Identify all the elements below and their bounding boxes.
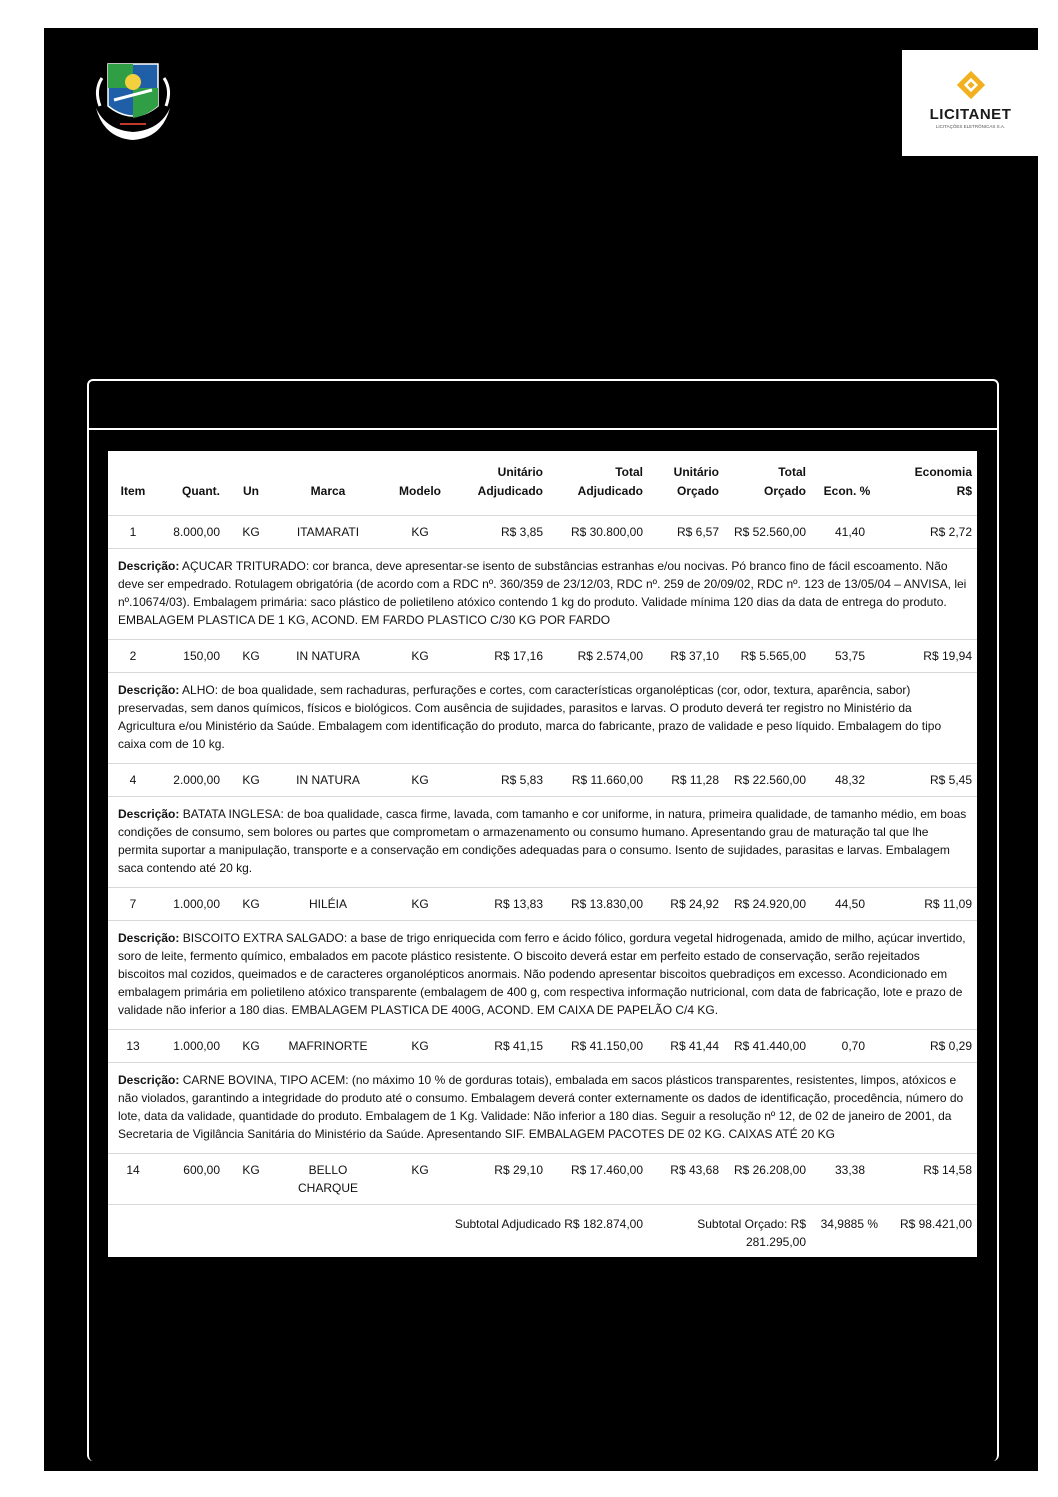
cell-un: KG [225,516,277,549]
results-table [108,451,977,1257]
cell-modelo: KG [379,640,461,673]
licitanet-logo [902,50,1039,156]
cell-total-orc: R$ 41.440,00 [724,1030,811,1063]
cell-econ: 48,32 [811,764,883,797]
cell-un: KG [225,640,277,673]
cell-econ: 53,75 [811,640,883,673]
cell-unit-orc: R$ 11,28 [648,764,724,797]
cell-econ: 33,38 [811,1154,883,1205]
cell-item: 1 [108,516,158,549]
description-row [108,549,977,640]
col-total-orc: Total Orçado [763,465,806,498]
cell-econ: 44,50 [811,888,883,921]
cell-economia: R$ 19,94 [883,640,977,673]
logo-name: LICITANET [929,106,1012,123]
description-text: BATATA INGLESA: de boa qualidade, casca firme, lavada, com tamanho e cor uniforme, in natura, primeira qualidade, de tamanho médio, em boas condições de consumo, sem bolores ou partes que comprometam o armazenamento ou consumo humano. Apresentando grau de maturação tal que lhe permita suportar a manipulação, transporte e a conservação em condições adequadas para o consumo. Isento de sujidades, parasitas e larvas. Embalagem saca contendo até 20 kg. [118,807,967,875]
cell-item: 14 [108,1154,158,1205]
col-total-adj: Total Adjudicado [577,465,643,498]
cell-unit-orc: R$ 41,44 [648,1030,724,1063]
cell-item: 4 [108,764,158,797]
cell-total-adj: R$ 13.830,00 [548,888,648,921]
cell-marca: HILÉIA [277,888,379,921]
cell-modelo: KG [379,1030,461,1063]
cell-total-orc: R$ 52.560,00 [724,516,811,549]
cell-modelo: KG [379,516,461,549]
description-text: AÇUCAR TRITURADO: cor branca, deve apresentar-se isento de substâncias estranhas e/ou nocivas. Pó branco fino de fácil escoamento. Não deve ser empedrado. Rotulagem obrigatória (de acordo com a RDC nº. 360/359 de 23/12/03, RDC nº. 259 de 20/09/02, RDC nº. 123 de 13/05/04 – ANVISA, lei nº.10674/03). Embalagem primária: saco plástico de polietileno atóxico contendo 1 kg do produto. Validade mínima 120 dias da data de entrega do produto. EMBALAGEM PLASTICA DE 1 KG, ACOND. EM FARDO PLASTICO C/30 KG POR FARDO [118,559,967,627]
description-label: Descrição: [118,683,180,697]
cell-un: KG [225,888,277,921]
cell-item: 13 [108,1030,158,1063]
col-marca: Marca [310,484,346,498]
table-row [108,888,977,921]
cell-total-orc: R$ 5.565,00 [724,640,811,673]
table-row [108,764,977,797]
cell-modelo: KG [379,764,461,797]
cell-total-adj: R$ 30.800,00 [548,516,648,549]
cell-econ: 41,40 [811,516,883,549]
cell-unit-adj: R$ 5,83 [461,764,548,797]
cell-modelo: KG [379,888,461,921]
municipal-crest-icon [90,60,176,146]
cell-economia: R$ 11,09 [883,888,977,921]
document-page [44,28,1038,1471]
description-label: Descrição: [118,807,180,821]
cell-marca: ITAMARATI [277,516,379,549]
licitanet-diamond-icon [956,70,986,100]
cell-econ: 0,70 [811,1030,883,1063]
cell-unit-adj: R$ 29,10 [461,1154,548,1205]
description-cell [108,549,977,640]
cell-total-orc: R$ 22.560,00 [724,764,811,797]
description-cell [108,797,977,888]
cell-total-adj: R$ 17.460,00 [548,1154,648,1205]
cell-total-adj: R$ 2.574,00 [548,640,648,673]
description-label: Descrição: [118,1073,180,1087]
cell-economia: R$ 14,58 [883,1154,977,1205]
cell-quant: 1.000,00 [158,888,225,921]
table-header-row [108,451,977,516]
cell-unit-adj: R$ 3,85 [461,516,548,549]
cell-quant: 2.000,00 [158,764,225,797]
cell-un: KG [225,764,277,797]
cell-quant: 600,00 [158,1154,225,1205]
col-unit-orc: Unitário Orçado [673,465,719,498]
description-label: Descrição: [118,931,180,945]
cell-item: 2 [108,640,158,673]
table-row [108,1154,977,1205]
cell-unit-adj: R$ 17,16 [461,640,548,673]
cell-economia: R$ 2,72 [883,516,977,549]
cell-total-orc: R$ 26.208,00 [724,1154,811,1205]
col-quant: Quant. [182,484,220,498]
description-cell [108,921,977,1030]
subtotal-economia: R$ 98.421,00 [883,1205,977,1258]
cell-economia: R$ 0,29 [883,1030,977,1063]
description-cell [108,673,977,764]
table-row [108,640,977,673]
description-text: ALHO: de boa qualidade, sem rachaduras, perfurações e cortes, com características organolépticas (cor, odor, textura, aparência, sabor) preservadas, sem danos químicos, físicos e biológicos. Com ausência de sujidades, parasitos e larvas. O produto deverá ter registro no Ministério da Agricultura e/ou Ministério da Saúde. Embalagem com identificação do produto, marca do fabricante, prazo de validade e peso líquido. Embalagem do tipo caixa com de 10 kg. [118,683,942,751]
col-item: Item [120,484,146,498]
description-text: CARNE BOVINA, TIPO ACEM: (no máximo 10 % de gorduras totais), embalada em sacos plásticos transparentes, resistentes, limpos, atóxicos e não violados, garantindo a integridade do produto até o consumo. Embalagem deverá conter externamente os dados de identificação, procedência, número do lote, data da validade, quantidade do produto. Embalagem de 1 Kg. Validade: Não inferior a 180 dias. Seguir a resolução nº 12, de 02 de janeiro de 2001, da Secretaria de Vigilância Sanitária do Ministério da Saúde. Apresentando SIF. EMBALAGEM PACOTES DE 02 KG. CAIXAS ATÉ 20 KG [118,1073,964,1141]
cell-unit-orc: R$ 37,10 [648,640,724,673]
description-row [108,921,977,1030]
col-economia: Economia R$ [914,465,972,498]
cell-unit-orc: R$ 43,68 [648,1154,724,1205]
cell-modelo: KG [379,1154,461,1205]
subtotal-orcado: Subtotal Orçado: R$ 281.295,00 [648,1205,811,1258]
logo-tagline: LICITAÇÕES ELETRÔNICAS S.A. [935,124,1006,129]
description-row [108,797,977,888]
cell-marca: IN NATURA [277,640,379,673]
cell-marca: MAFRINORTE [277,1030,379,1063]
subtotal-econ-pct: 34,9885 % [811,1205,883,1258]
cell-quant: 8.000,00 [158,516,225,549]
cell-un: KG [225,1030,277,1063]
description-cell [108,1063,977,1154]
subtotal-adjudicado: Subtotal Adjudicado R$ 182.874,00 [108,1205,648,1258]
description-text: BISCOITO EXTRA SALGADO: a base de trigo enriquecida com ferro e ácido fólico, gordura vegetal hidrogenada, amido de milho, açúcar invertido, soro de leite, fermento químico, embalados em pacote plástico resistente. O biscoito deverá estar em perfeito estado de conservação, serão rejeitados biscoitos mal cozidos, queimados e de caracteres organolépticos anormais. Não podendo apresentar biscoitos quebradiços em excesso. Acondicionado em embalagem primária em polietileno atóxico transparente (embalagem de 400 g, com respectiva informação nutricional, com data de fabricação, lote e prazo de validade não inferior a 180 dias. EMBALAGEM PLASTICA DE 400G, ACOND. EM CAIXA DE PAPELÃO C/4 KG. [118,931,966,1017]
table-row [108,1030,977,1063]
subtotal-row [108,1205,977,1258]
cell-total-orc: R$ 24.920,00 [724,888,811,921]
cell-quant: 150,00 [158,640,225,673]
panel-divider [87,428,999,430]
table-row [108,516,977,549]
description-label: Descrição: [118,559,180,573]
description-row [108,1063,977,1154]
description-row [108,673,977,764]
cell-unit-adj: R$ 41,15 [461,1030,548,1063]
cell-total-adj: R$ 11.660,00 [548,764,648,797]
cell-unit-orc: R$ 6,57 [648,516,724,549]
cell-unit-adj: R$ 13,83 [461,888,548,921]
col-unit-adj: Unitário Adjudicado [477,465,543,498]
cell-total-adj: R$ 41.150,00 [548,1030,648,1063]
col-econ: Econ. % [823,484,871,498]
cell-marca: IN NATURA [277,764,379,797]
cell-un: KG [225,1154,277,1205]
cell-quant: 1.000,00 [158,1030,225,1063]
col-un: Un [243,484,259,498]
cell-unit-orc: R$ 24,92 [648,888,724,921]
results-table-container [108,451,977,1257]
cell-economia: R$ 5,45 [883,764,977,797]
cell-marca: BELLO CHARQUE [277,1154,379,1205]
col-modelo: Modelo [399,484,441,498]
cell-item: 7 [108,888,158,921]
